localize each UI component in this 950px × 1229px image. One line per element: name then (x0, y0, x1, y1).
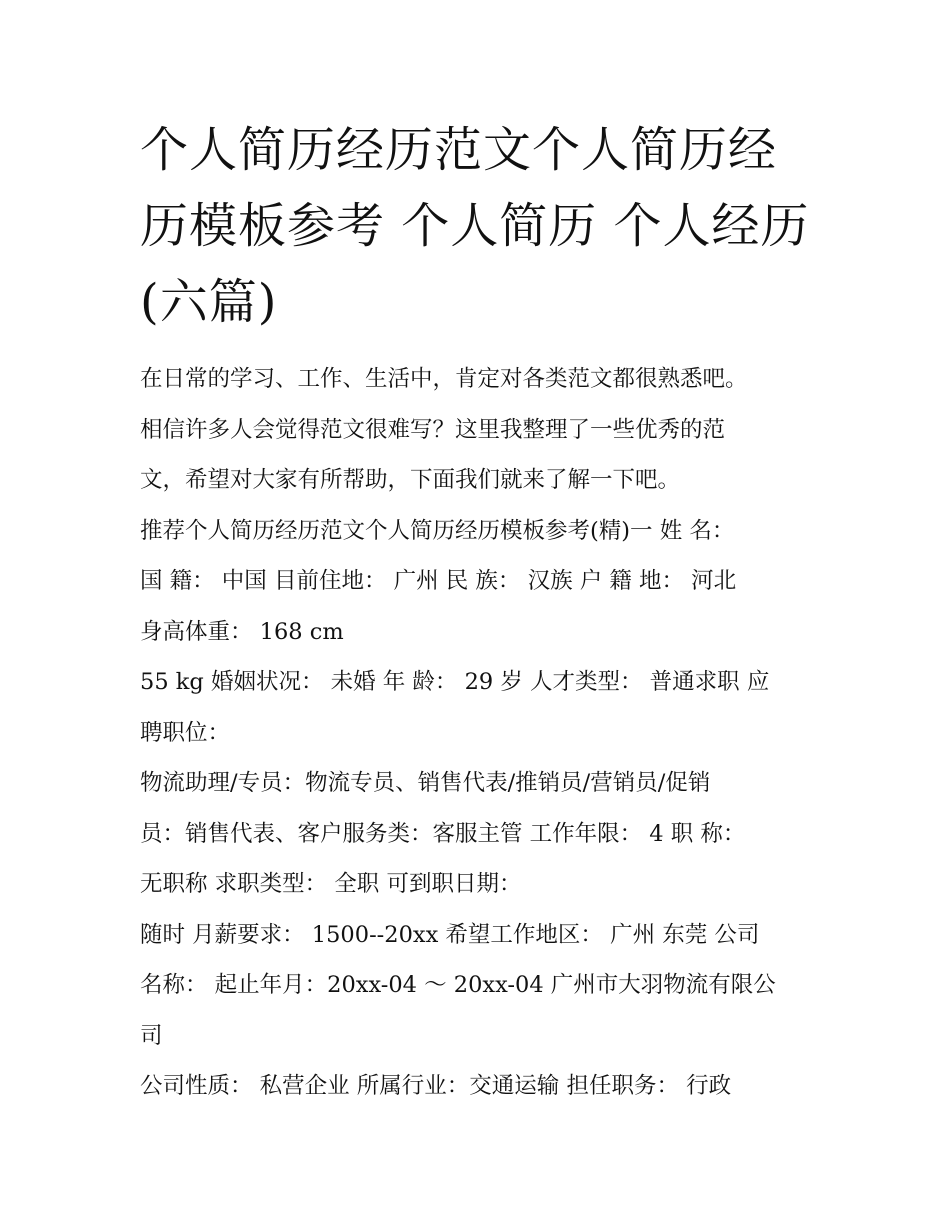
body-line: 身高体重： 168 cm (140, 618, 344, 645)
document-title: 个人简历经历范文个人简历经历模板参考 个人简历 个人经历(六篇) (140, 122, 810, 330)
body-line: 随时 月薪要求： 1500--20xx 希望工作地区： 广州 东莞 公司 (140, 921, 760, 948)
body-line: 司 (140, 1022, 163, 1049)
body-line: 聘职位： (140, 719, 231, 746)
body-line: 国 籍： 中国 目前住地： 广州 民 族： 汉族 户 籍 地： 河北 (140, 568, 737, 594)
body-line: 55 kg 婚姻状况： 未婚 年 龄： 29 岁 人才类型： 普通求职 应 (140, 669, 770, 695)
body-line: 相信许多人会觉得范文很难写？这里我整理了一些优秀的范 (140, 416, 726, 443)
body-line: 文，希望对大家有所帮助，下面我们就来了解一下吧。 (140, 467, 681, 493)
document-page (140, 112, 812, 1112)
body-line: 在日常的学习、工作、生活中，肯定对各类范文都很熟悉吧。 (140, 366, 748, 392)
body-line: 物流助理/专员：物流专员、销售代表/推销员/营销员/促销 (140, 770, 711, 796)
body-line: 公司性质： 私营企业 所属行业：交通运输 担任职务： 行政 (140, 1073, 732, 1099)
document-body (140, 354, 812, 1112)
body-line: 推荐个人简历经历范文个人简历经历模板参考(精)一 姓 名： (140, 517, 735, 544)
body-line: 员：销售代表、客户服务类：客服主管 工作年限： 4 职 称： (140, 820, 746, 847)
body-line: 名称： 起止年月：20xx-04 ～ 20xx-04 广州市大羽物流有限公 (140, 972, 776, 998)
body-line: 无职称 求职类型： 全职 可到职日期： (140, 871, 522, 897)
